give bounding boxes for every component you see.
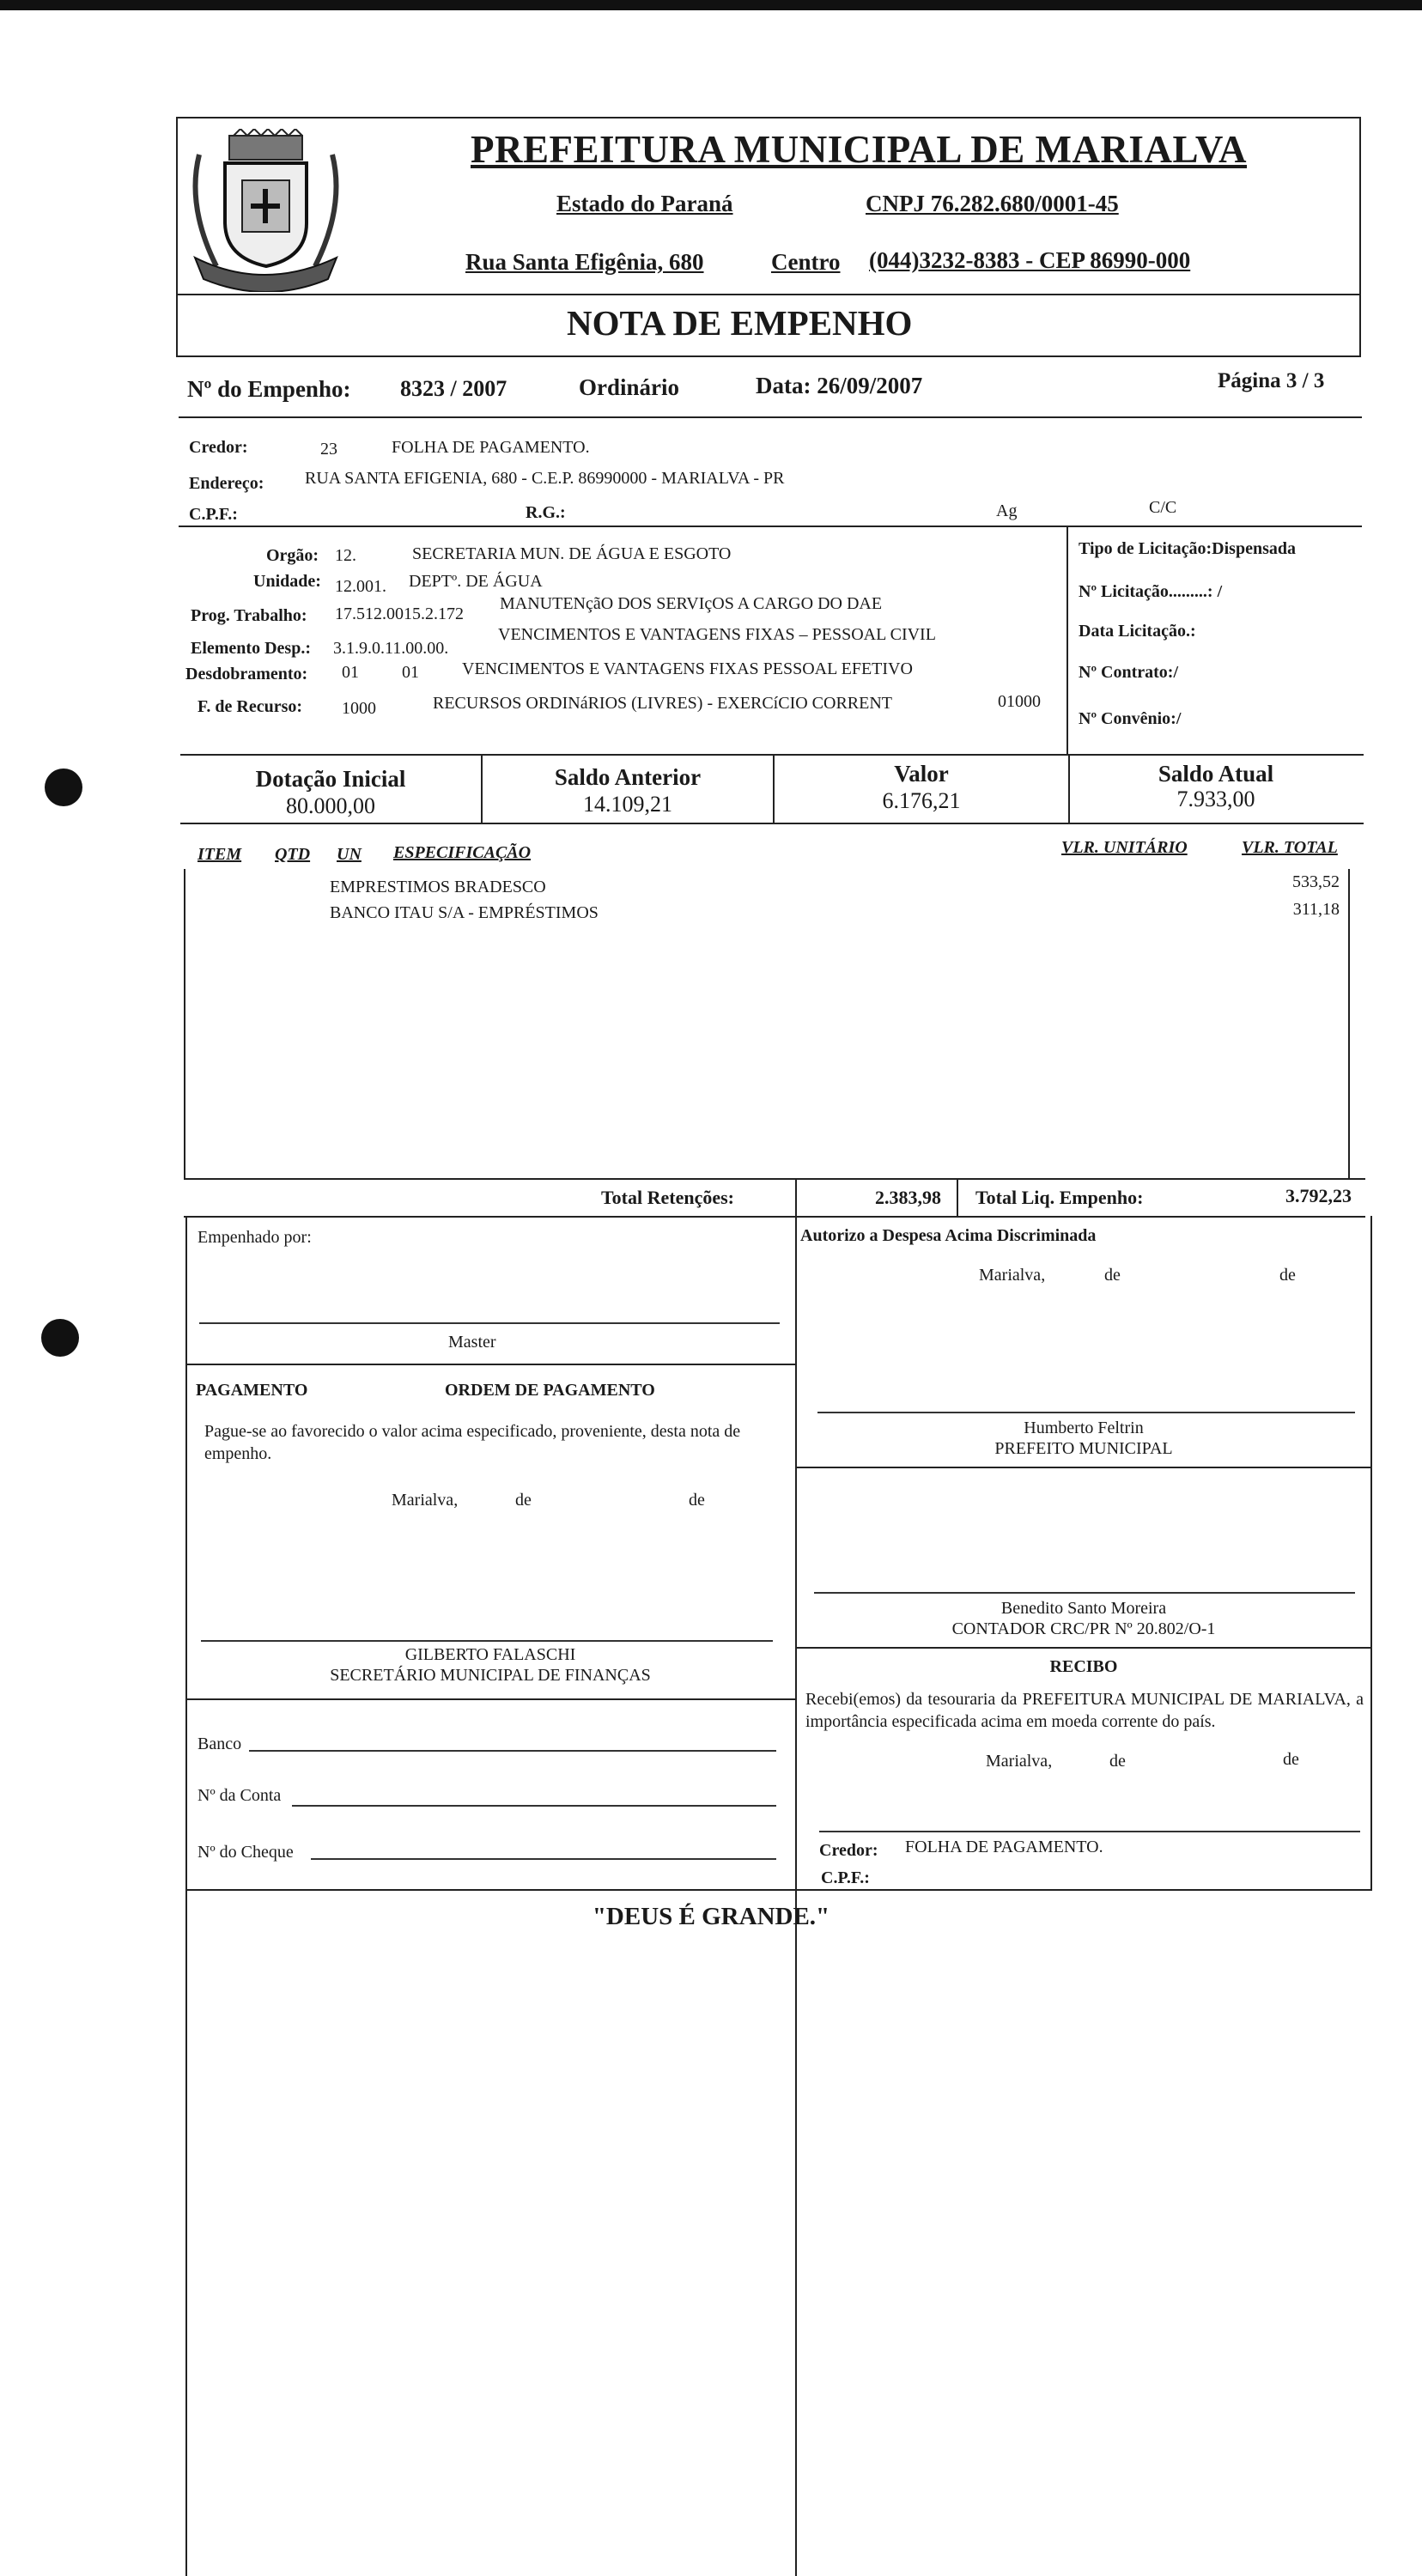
autorizo-de1: de <box>1104 1266 1121 1285</box>
autorizo-local: Marialva, <box>979 1266 1046 1285</box>
credor-address: RUA SANTA EFIGENIA, 680 - C.E.P. 86990000 - MARIALVA - PR <box>305 469 785 488</box>
total-retencoes-label: Total Retenções: <box>601 1187 734 1208</box>
empenhado-nome: Master <box>448 1333 496 1352</box>
prefeito-cargo: PREFEITO MUNICIPAL <box>994 1439 1173 1458</box>
secretario-cargo: SECRETÁRIO MUNICIPAL DE FINANÇAS <box>330 1666 651 1685</box>
empenhado-label: Empenhado por: <box>198 1228 312 1247</box>
coat-of-arms-icon <box>182 129 349 292</box>
recibo-label: RECIBO <box>1049 1657 1118 1676</box>
cnpj-label: CNPJ 76.282.680/0001-45 <box>866 191 1119 216</box>
col-item: ITEM <box>198 845 242 864</box>
licitacao-tipo: Tipo de Licitação:Dispensada <box>1079 539 1296 558</box>
recurso-code: 1000 <box>342 699 376 718</box>
saldo-atual-label: Saldo Atual <box>1158 761 1274 787</box>
total-retencoes-value: 2.383,98 <box>875 1187 941 1208</box>
page-title: PREFEITURA MUNICIPAL DE MARIALVA <box>471 128 1248 171</box>
secretario-nome: GILBERTO FALASCHI <box>404 1645 576 1664</box>
phone-cep-label: (044)3232-8383 - CEP 86990-000 <box>869 247 1191 273</box>
licitacao-convenio: Nº Convênio:/ <box>1079 709 1182 728</box>
recibo-de1: de <box>1109 1752 1126 1771</box>
licitacao-data: Data Licitação.: <box>1079 622 1196 641</box>
page-number: Página 3 / 3 <box>1218 369 1325 392</box>
recibo-texto: Recebi(emos) da tesouraria da PREFEITURA MUNICIPAL DE MARIALVA, a importância especificada acima em moeda corrente do país. <box>805 1690 1364 1731</box>
col-un: UN <box>337 845 362 864</box>
col-vlr-unit: VLR. UNITÁRIO <box>1061 838 1188 857</box>
item-1-total: 533,52 <box>1292 872 1340 891</box>
pagamento-de1: de <box>515 1491 532 1510</box>
scan-top-edge <box>0 0 1422 10</box>
credor-code: 23 <box>320 440 337 459</box>
elemento-name: VENCIMENTOS E VANTAGENS FIXAS – PESSOAL CIVIL <box>498 625 936 644</box>
saldo-atual-value: 7.933,00 <box>1176 787 1255 811</box>
item-1-espec: EMPRESTIMOS BRADESCO <box>330 878 546 896</box>
licitacao-numero: Nº Licitação.........: / <box>1079 582 1223 601</box>
cheque-label: Nº do Cheque <box>198 1843 294 1862</box>
pagamento-label: PAGAMENTO <box>196 1381 308 1400</box>
orgao-name: SECRETARIA MUN. DE ÁGUA E ESGOTO <box>412 544 732 563</box>
orgao-code: 12. <box>335 546 356 565</box>
recurso-name: RECURSOS ORDINáRIOS (LIVRES) - EXERCíCIO CORRENT <box>433 694 893 713</box>
prog-code: 17.512.0015.2.172 <box>335 605 464 623</box>
unidade-label: Unidade: <box>253 572 321 591</box>
footer-motto: "DEUS É GRANDE." <box>592 1903 830 1930</box>
address-label: Rua Santa Efigênia, 680 <box>465 249 704 275</box>
desdobramento-label: Desdobramento: <box>185 665 308 683</box>
empenho-number: 8323 / 2007 <box>400 376 507 401</box>
conta-label: Nº da Conta <box>198 1786 282 1805</box>
item-2-espec: BANCO ITAU S/A - EMPRÉSTIMOS <box>330 903 599 922</box>
pagamento-local: Marialva, <box>392 1491 459 1510</box>
saldo-anterior-value: 14.109,21 <box>583 792 672 817</box>
desdobramento-code1: 01 <box>342 663 359 682</box>
col-vlr-total: VLR. TOTAL <box>1242 838 1338 857</box>
endereco-label: Endereço: <box>189 474 264 493</box>
credor-name: FOLHA DE PAGAMENTO. <box>392 438 590 457</box>
recibo-cpf-label: C.P.F.: <box>821 1868 870 1887</box>
ordem-pagamento-label: ORDEM DE PAGAMENTO <box>445 1381 655 1400</box>
recurso-label: F. de Recurso: <box>198 697 303 716</box>
desdobramento-name: VENCIMENTOS E VANTAGENS FIXAS PESSOAL EFETIVO <box>462 659 913 678</box>
recibo-de2: de <box>1283 1750 1299 1769</box>
prog-label: Prog. Trabalho: <box>191 606 307 625</box>
elemento-label: Elemento Desp.: <box>191 639 311 658</box>
empenho-type: Ordinário <box>579 374 680 400</box>
unidade-name: DEPTº. DE ÁGUA <box>409 572 543 591</box>
unidade-code: 12.001. <box>335 577 386 596</box>
recurso-code2: 01000 <box>998 692 1041 711</box>
cc-label: C/C <box>1149 498 1177 517</box>
recibo-credor: FOLHA DE PAGAMENTO. <box>905 1838 1103 1856</box>
dotacao-value: 80.000,00 <box>286 793 375 818</box>
valor-label: Valor <box>894 761 949 787</box>
autorizo-label: Autorizo a Despesa Acima Discriminada <box>800 1226 1097 1245</box>
contador-nome: Benedito Santo Moreira <box>1000 1599 1167 1618</box>
cpf-label: C.P.F.: <box>189 505 238 524</box>
pagamento-texto: Pague-se ao favorecido o valor acima especificado, proveniente, desta nota de empenho. <box>204 1422 741 1463</box>
punch-hole-top <box>45 769 82 806</box>
pagamento-de2: de <box>689 1491 705 1510</box>
punch-hole-bottom <box>41 1319 79 1357</box>
contador-cargo: CONTADOR CRC/PR Nº 20.802/O-1 <box>951 1619 1216 1638</box>
licitacao-contrato: Nº Contrato:/ <box>1079 663 1179 682</box>
prefeito-nome: Humberto Feltrin <box>1024 1419 1144 1437</box>
valor-value: 6.176,21 <box>882 788 961 813</box>
autorizo-de2: de <box>1279 1266 1296 1285</box>
total-liquido-value: 3.792,23 <box>1285 1185 1352 1206</box>
col-espec: ESPECIFICAÇÃO <box>393 843 532 862</box>
estado-label: Estado do Paraná <box>556 191 733 216</box>
total-liquido-label: Total Liq. Empenho: <box>975 1187 1144 1208</box>
banco-label: Banco <box>198 1735 242 1753</box>
recibo-local: Marialva, <box>986 1752 1053 1771</box>
col-qtd: QTD <box>275 845 311 864</box>
recibo-credor-label: Credor: <box>819 1841 878 1860</box>
rg-label: R.G.: <box>526 503 566 522</box>
desdobramento-code2: 01 <box>402 663 419 682</box>
prog-name: MANUTENçãO DOS SERVIçOS A CARGO DO DAE <box>500 594 883 613</box>
centro-label: Centro <box>771 249 841 275</box>
orgao-label: Orgão: <box>266 546 319 565</box>
credor-label: Credor: <box>189 438 248 457</box>
empenho-number-label: Nº do Empenho: <box>187 376 351 402</box>
dotacao-label: Dotação Inicial <box>255 766 406 792</box>
document-title: NOTA DE EMPENHO <box>567 303 913 343</box>
item-2-total: 311,18 <box>1292 900 1340 919</box>
elemento-code: 3.1.9.0.11.00.00. <box>333 639 449 658</box>
ag-label: Ag <box>996 501 1018 520</box>
empenho-date: Data: 26/09/2007 <box>756 373 923 398</box>
saldo-anterior-label: Saldo Anterior <box>554 764 702 790</box>
